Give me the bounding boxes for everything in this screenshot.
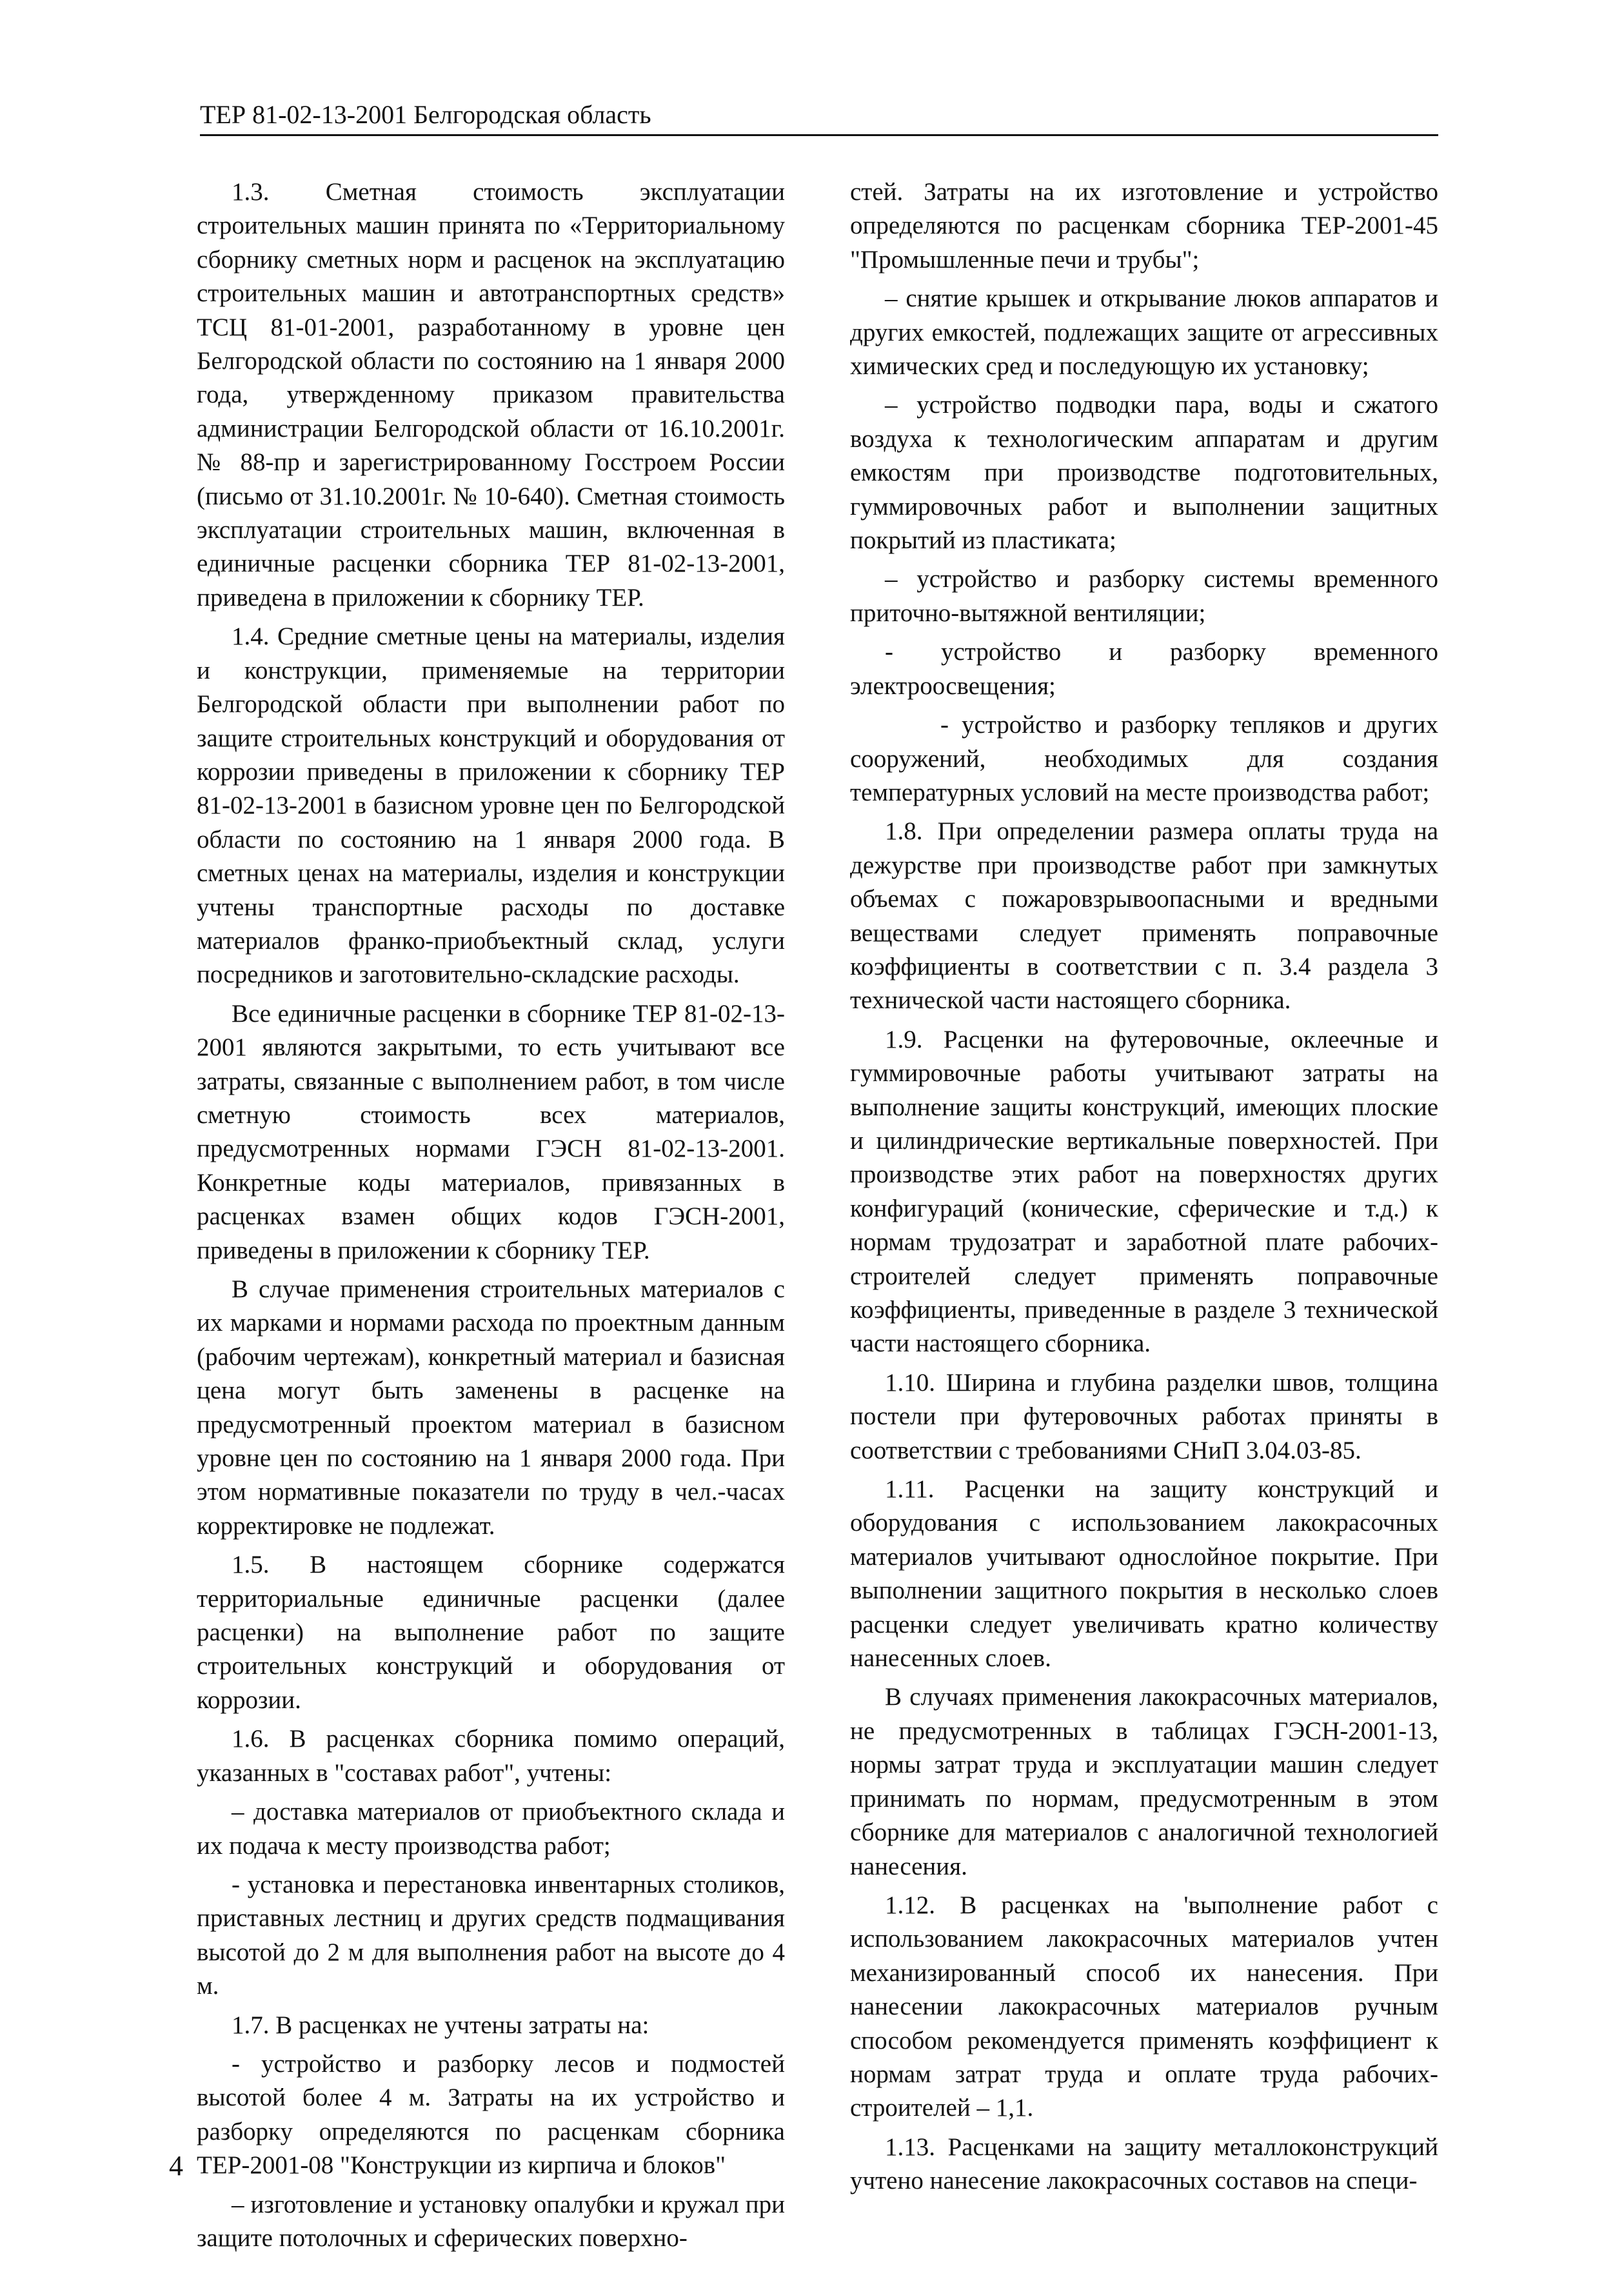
- list-item-lighting: - устройство и разборку временного электроосвещения;: [850, 638, 1438, 700]
- paragraph-1-6: 1.6. В расценках сборника помимо операций, указанных в "составах работ", учтены:: [197, 1725, 785, 1787]
- list-item-formwork-continued: стей. Затраты на их изготовление и устройство определяются по расценкам сборника ТЕР-2001-45 "Промышленные печи и трубы";: [850, 178, 1438, 274]
- left-column: [197, 175, 785, 2260]
- list-item-formwork: – изготовление и установку опалубки и кружал при защите потолочных и сферических поверхно-: [197, 2190, 785, 2252]
- paragraph-1-7: 1.7. В расценках не учтены затраты на:: [232, 2011, 649, 2039]
- header-divider: [200, 134, 1438, 136]
- paragraph-1-5: 1.5. В настоящем сборнике содержатся территориальные единичные расценки (далее расценки) на выполнение работ по защите строительных конструкций и оборудования от коррозии.: [197, 1551, 785, 1714]
- list-item-delivery: – доставка материалов от приобъектного склада и их подача к месту производства работ;: [197, 1798, 785, 1860]
- list-item-heated-shelters: - устройство и разборку тепляков и других сооружений, необходимых для создания температурных условий на месте производства работ;: [850, 711, 1438, 806]
- paragraph-1-4: 1.4. Средние сметные цены на материалы, изделия и конструкции, применяемые на территории Белгородской области при выполнении работ по защите строительных конструкций и оборудования от коррозии приведены в приложении к сборнику ТЕР 81-02-13-2001 в базисном уровне цен по Белгородской области по состоянию на 1 января 2000 года. В сметных ценах на материалы, изделия и конструкции учтены транспортные расходы по доставке материалов франко-приобъектный склад, услуги посредников и заготовительно-складские расходы.: [197, 622, 785, 989]
- paragraph-1-13: 1.13. Расценками на защиту металлоконструкций учтено нанесение лакокрасочных составов на специ-: [850, 2133, 1438, 2195]
- paragraph-closed-rates: Все единичные расценки в сборнике ТЕР 81-02-13-2001 являются закрытыми, то есть учитывают все затраты, связанные с выполнением работ, в том числе сметную стоимость всех материалов, предусмотренных нормами ГЭСН 81-02-13-2001. Конкретные коды материалов, привязанных в расценках взамен общих кодов ГЭСН-2001, приведены в приложении к сборнику ТЕР.: [197, 999, 785, 1264]
- paragraph-1-12: 1.12. В расценках на 'выполнение работ с использованием лакокрасочных материалов учтен механизированный способ их нанесения. При нанесении лакокрасочных материалов ручным способом рекомендуется применять коэффициент к нормам затрат труда и оплате труда рабочих-строителей – 1,1.: [850, 1891, 1438, 2122]
- list-item-lids-hatches: – снятие крышек и открывание люков аппаратов и других емкостей, подлежащих защите от агрессивных химических сред и последующую их установку;: [850, 284, 1438, 381]
- paragraph-material-substitution: В случае применения строительных материалов с их марками и нормами расхода по проектным данным (рабочим чертежам), конкретный материал и базисная цена могут быть заменены в расценке на предусмотренный проектом материал в базисном уровне цен по состоянию на 1 января 2000 года. При этом нормативные показатели по труду в чел.-часах корректировке не подлежат.: [197, 1275, 785, 1540]
- paragraph-paint-materials: В случаях применения лакокрасочных материалов, не предусмотренных в таблицах ГЭСН-2001-13, нормы затрат труда и эксплуатации машин следует принимать по нормам, предусмотренным в этом сборнике для материалов с аналогичной технологией нанесения.: [850, 1683, 1438, 1880]
- list-item-scaffolding-setup: - установка и перестановка инвентарных столиков, приставных лестниц и других средств подмащивания высотой до 2 м для выполнения работ на высоте до 4 м.: [197, 1870, 785, 2000]
- paragraph-1-9: 1.9. Расценки на футеровочные, оклеечные и гуммировочные работы учитывают затраты на выполнение защиты конструкций, имеющих плоские и цилиндрические вертикальные поверхностей. При производстве этих работ на поверхностях других конфигураций (конические, сферические и т.д.) к нормам трудозатрат и заработной плате рабочих-строителей следует применять поправочные коэффициенты, приведенные в разделе 3 технической части настоящего сборника.: [850, 1025, 1438, 1358]
- paragraph-1-3: 1.3. Сметная стоимость эксплуатации строительных машин принята по «Территориальному сборнику сметных норм и расценок на эксплуатацию строительных машин и автотранспортных средств» ТСЦ 81-01-2001, разработанному в уровне цен Белгородской области по состоянию на 1 января 2000 года, утвержденному приказом правительства администрации Белгородской области от 16.10.2001г. № 88-пр и зарегистрированному Госстроем России (письмо от 31.10.2001г. № 10-640). Сметная стоимость эксплуатации строительных машин, включенная в единичные расценки сборника ТЕР 81-02-13-2001, приведена в приложении к сборнику ТЕР.: [197, 178, 785, 612]
- running-header: ТЕР 81-02-13-2001 Белгородская область: [200, 100, 651, 129]
- right-column: [850, 175, 1438, 2204]
- paragraph-1-11: 1.11. Расценки на защиту конструкций и оборудования с использованием лакокрасочных материалов учитывают однослойное покрытие. При выполнении защитного покрытия в несколько слоев расценки следует увеличивать кратно количеству нанесенных слоев.: [850, 1475, 1438, 1673]
- paragraph-1-8: 1.8. При определении размера оплаты труда на дежурстве при производстве работ при замкнутых объемах с пожаровзрывоопасными и вредными веществами следует применять поправочные коэффициенты в соответствии с п. 3.4 раздела 3 технической части настоящего сборника.: [850, 817, 1438, 1015]
- list-item-ventilation: – устройство и разборку системы временного приточно-вытяжной вентиляции;: [850, 565, 1438, 627]
- page-number: 4: [169, 2150, 183, 2182]
- list-item-scaffolding-over-4m: - устройство и разборку лесов и подмостей высотой более 4 м. Затраты на их устройство и разборку определяются по расценкам сборника ТЕР-2001-08 "Конструкции из кирпича и блоков": [197, 2049, 785, 2180]
- list-item-steam-water-air: – устройство подводки пара, воды и сжатого воздуха к технологическим аппаратам и другим емкостям при производстве подготовительных, гуммировочных работ и выполнении защитных покрытий из пластиката;: [850, 391, 1438, 555]
- paragraph-1-10: 1.10. Ширина и глубина разделки швов, толщина постели при футеровочных работах приняты в соответствии с требованиями СНиП 3.04.03-85.: [850, 1368, 1438, 1464]
